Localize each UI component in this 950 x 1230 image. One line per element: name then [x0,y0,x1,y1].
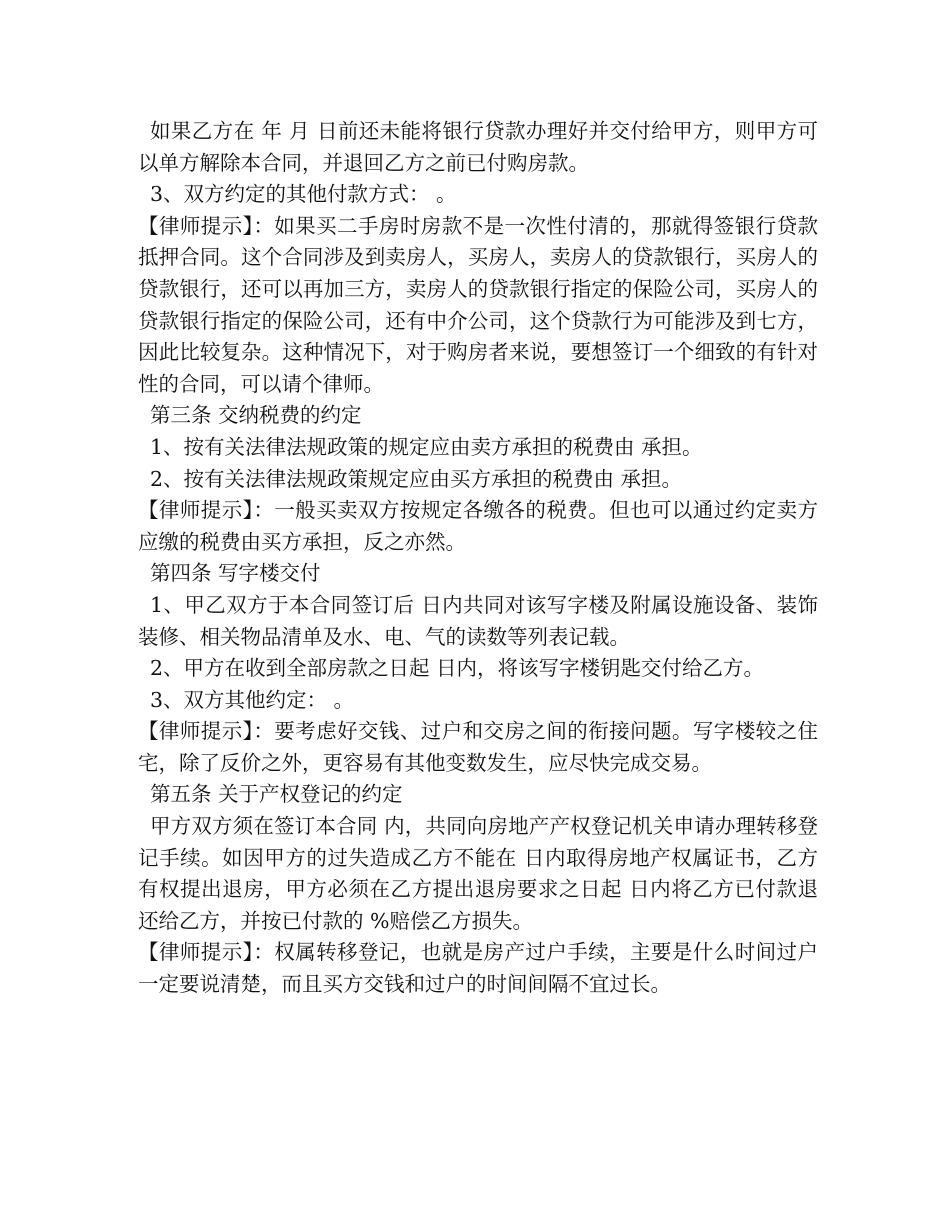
paragraph-other-payment: 3、双方约定的其他付款方式： 。 [150,182,457,207]
paragraph-lawyer-tip-loan: 【律师提示】：如果买二手房时房款不是一次性付清的，那就得签银行贷款抵押合同。这个合同涉及到卖房人，买房人，卖房人的贷款银行，买房人的贷款银行，还可以再加三方，卖房人的贷款银行指定的保险公司，买房人的贷款银行指定的保险公司，还有中介公司，这个贷款行为可能涉及到七方，因此比较复杂。这种情况下，对于购房者来说，要想签订一个细致的有针对性的合同，可以请个律师。 [138,213,818,396]
paragraph-loan-deadline: 如果乙方在 年 月 日前还未能将银行贷款办理好并交付给甲方，则甲方可以单方解除本合同，并退回乙方之前已付购房款。 [138,119,818,175]
paragraph-title-registration: 甲方双方须在签订本合同 内，共同向房地产产权登记机关申请办理转移登记手续。如因甲方的过失造成乙方不能在 日内取得房地产权属证书，乙方有权提出退房，甲方必须在乙方提出退房要求之日起 日内将乙方已付款退还给乙方，并按已付款的 %赔偿乙方损失。 [138,814,818,933]
paragraph-lawyer-tip-taxes: 【律师提示】：一般买卖双方按规定各缴各的税费。但也可以通过约定卖方应缴的税费由买方承担，反之亦然。 [138,498,818,554]
paragraph-lawyer-tip-handover: 【律师提示】：要考虑好交钱、过户和交房之间的衔接问题。写字楼较之住宅，除了反价之外，更容易有其他变数发生，应尽快完成交易。 [138,719,818,775]
paragraph-other-agreement: 3、双方其他约定： 。 [150,687,355,712]
paragraph-lawyer-tip-registration: 【律师提示】：权属转移登记，也就是房产过户手续，主要是什么时间过户一定要说清楚，而且买方交钱和过户的时间间隔不宜过长。 [138,940,818,997]
paragraph-seller-taxes: 1、按有关法律法规政策的规定应由卖方承担的税费由 承担。 [150,434,703,459]
document-body [138,116,818,1001]
paragraph-joint-inventory: 1、甲乙双方于本合同签订后 日内共同对该写字楼及附属设施设备、装饰装修、相关物品清单及水、电、气的读数等列表记载。 [138,592,818,649]
paragraph-key-handover: 2、甲方在收到全部房款之日起 日内，将该写字楼钥匙交付给乙方。 [150,656,765,681]
paragraph-buyer-taxes: 2、按有关法律法规政策规定应由买方承担的税费由 承担。 [150,466,683,491]
section-heading-article-4: 第四条 写字楼交付 [150,561,321,586]
section-heading-article-5: 第五条 关于产权登记的约定 [150,782,403,807]
section-heading-article-3: 第三条 交纳税费的约定 [150,403,362,428]
